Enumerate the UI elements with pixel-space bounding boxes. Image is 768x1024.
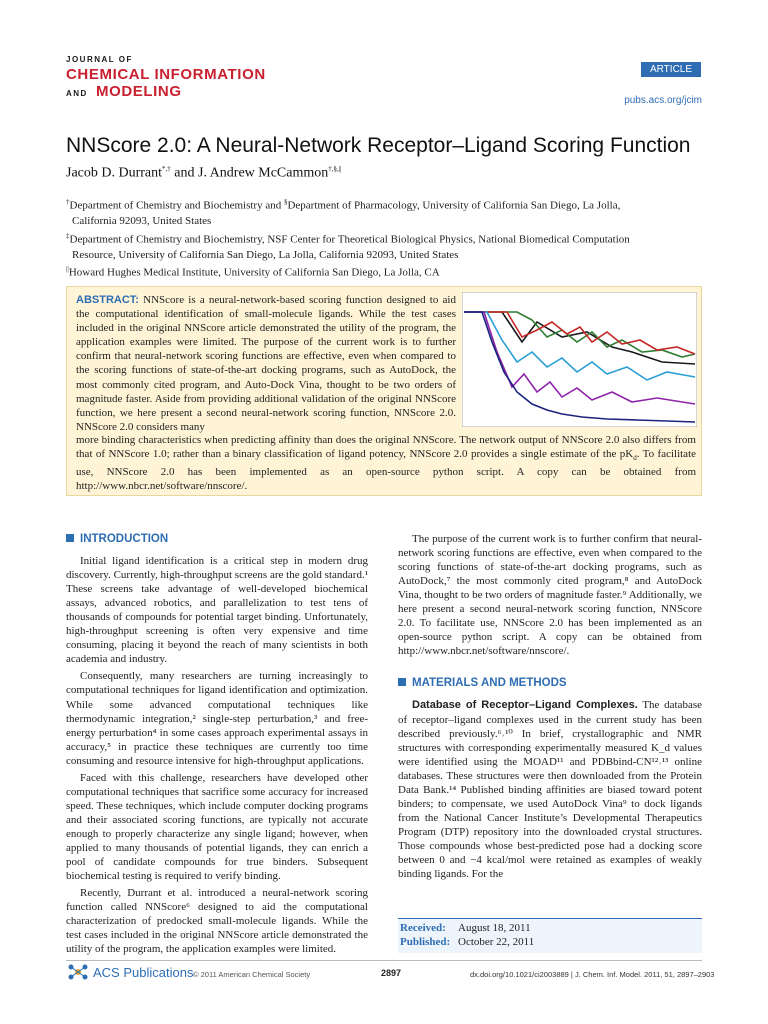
section-heading-text: MATERIALS AND METHODS bbox=[412, 677, 567, 690]
abstract-text bbox=[76, 293, 456, 434]
intro-paragraph: Initial ligand identification is a critical step in modern drug discovery. Currently, high-throughput screens are the gold standard.¹ These screens take advantage of well-developed biochemical assays, advanced robotics, and parallelization to test tens of thousands of compounds for potential target binding. Unfortunately, high-throughput screening is often very expensive and time consuming, placing it beyond the reach of many scientists in both academia and industry. bbox=[66, 555, 368, 666]
affiliation bbox=[66, 195, 706, 229]
intro-paragraph: Recently, Durrant et al. introduced a neural-network scoring function called NNScore⁶ designed to aid the computational characterization of predocked small-molecule ligands. While the test cases included in the original NNScore article demonstrated the utility of the program, the application examples were limited. bbox=[66, 887, 368, 956]
abstract-body: more binding characteristics when predicting affinity than does the original NNScore. The network output of NNScore 2.0 also differs from that of NNScore 1.0; rather than a binary classification of ligand potency, NNScore 2.0 provides a single estimate of the pK bbox=[76, 434, 696, 461]
copyright-text: © 2011 American Chemical Society bbox=[193, 970, 311, 979]
received-date: August 18, 2011 bbox=[458, 922, 531, 934]
methods-paragraph bbox=[398, 698, 702, 881]
intro-paragraph: Consequently, many researchers are turning increasingly to computational techniques for ligand identification and optimization. While some advanced computational techniques like thermodynamic integration,² single-step perturbation,³ and free-energy perturbation⁴ in some cases approach experimental assays in accuracy,⁵ in practice these techniques are currently too time consuming and resource intensive for high-throughput applications. bbox=[66, 670, 368, 767]
author-name: and J. Andrew McCammon bbox=[170, 165, 329, 181]
journal-name-and: AND bbox=[66, 89, 88, 98]
footer-divider bbox=[66, 960, 702, 961]
affiliation bbox=[66, 229, 706, 263]
section-bullet-icon bbox=[66, 534, 74, 542]
intro-paragraph: The purpose of the current work is to further confirm that neural-network scoring functions are effective, even when compared to the scoring functions of state-of-the-art docking programs, such as AutoDock,⁷ the most commonly cited program,⁸ and AutoDock Vina, thought to be two orders of magnitude faster.⁹ Additionally, we here present a second neural-network scoring function, NNScore 2.0. To facilitate use, NNScore 2.0 has been implemented as an open-source python script. A copy can be obtained from http://www.nbcr.net/software/nnscore/. bbox=[398, 533, 702, 658]
right-column bbox=[398, 532, 702, 881]
paper-title: NNScore 2.0: A Neural-Network Receptor–Ligand Scoring Function bbox=[66, 134, 691, 157]
author-list bbox=[66, 165, 342, 182]
journal-name-small: JOURNAL OF bbox=[66, 55, 133, 64]
abstract-body: NNScore is a neural-network-based scoring function designed to aid the computational identification of small-molecule ligands. While the test cases included in the original NNScore article demonstrated the utility of the program, the application examples were limited. The purpose of the current work is to further confirm that neural-network scoring functions are effective, even when compared to the scoring functions of state-of-the-art docking programs, such as AutoDock, the most commonly cited program, and Auto-Dock Vina, thought to be two orders of magnitude faster. Aside from providing additional validation of the original NNScore function, we here present a second neural-network scoring function, NNScore 2.0. NNScore 2.0 considers many bbox=[76, 294, 456, 433]
affiliation-text: California 92093, United States bbox=[72, 214, 212, 227]
subsection-heading: Database of Receptor–Ligand Complexes. bbox=[412, 699, 638, 712]
published-row bbox=[398, 934, 702, 948]
page-number: 2897 bbox=[381, 968, 402, 978]
affiliation-mark: † bbox=[66, 198, 70, 206]
acs-logo-icon bbox=[66, 962, 90, 982]
author-affiliation-marks: †,§,|| bbox=[328, 165, 342, 173]
journal-name-line1: CHEMICAL INFORMATION bbox=[66, 66, 266, 83]
abstract-text-continued bbox=[76, 433, 696, 494]
section-bullet-icon bbox=[398, 678, 406, 686]
affiliation-text: Department of Chemistry and Biochemistry and bbox=[69, 199, 284, 212]
affiliation-text: Resource, University of California San Diego, La Jolla, California 92093, United States bbox=[72, 248, 459, 261]
methods-text: The database of receptor–ligand complexes used in the current study has been described previously.⁶˒¹⁰ In brief, crystallographic and NMR structures with corresponding experimentally measured K_d values were identified using the MOAD¹¹ and PDBbind-CN¹²˒¹³ online databases. These structures were then downloaded from the Protein Data Bank.¹⁴ Published binding affinities are biased toward potent binders; to compensate, we used AutoDock Vina⁹ to dock ligands from the National Cancer Institute’s Developmental Therapeutics Program (DTP) repository into the downloaded crystal structures. Those compounds whose best-predicted pose had a docking score between 0 and −4 kcal/mol were retained as examples of weakly binding ligands. For the bbox=[398, 699, 702, 881]
left-column bbox=[66, 533, 368, 956]
journal-url-link[interactable]: pubs.acs.org/jcim bbox=[624, 95, 702, 106]
author-name: Jacob D. Durrant bbox=[66, 165, 163, 181]
affiliation-text: Department of Chemistry and Biochemistry, NSF Center for Theoretical Biological Physics, National Biomedical Computation bbox=[69, 233, 630, 246]
published-date: October 22, 2011 bbox=[458, 936, 535, 948]
journal-name-line2: MODELING bbox=[96, 83, 182, 100]
section-heading-methods bbox=[398, 676, 702, 690]
affiliation-text: Howard Hughes Medical Institute, University of California San Diego, La Jolla, CA bbox=[68, 266, 440, 279]
affiliation bbox=[66, 262, 706, 281]
affiliation-mark: ‡ bbox=[66, 232, 70, 240]
publisher-name: ACS Publications bbox=[93, 965, 194, 980]
intro-paragraph: Faced with this challenge, researchers have developed other computational techniques that sacrifice some accuracy for increased speed. These techniques, which include computer docking programs and their associated scoring functions, are typically not accurate enough to properly characterize any single ligand; however, when applied to many thousands of potential ligands, they can enrich a pool of candidate compounds for true binders. Subsequent biochemical testing is required to verify binding. bbox=[66, 771, 368, 883]
received-label: Received: bbox=[400, 922, 446, 934]
abstract-label: ABSTRACT: bbox=[76, 294, 139, 306]
article-type-badge: ARTICLE bbox=[641, 62, 701, 77]
doi-citation-link[interactable]: dx.doi.org/10.1021/ci2003889 | J. Chem. Inf. Model. 2011, 51, 2897–2903 bbox=[470, 970, 715, 979]
published-label: Published: bbox=[400, 936, 451, 948]
section-heading-introduction bbox=[66, 532, 368, 546]
author-affiliation-marks: *,† bbox=[162, 165, 171, 173]
abstract-graphic bbox=[462, 292, 697, 427]
abstract-subscript: d bbox=[633, 454, 637, 463]
received-row bbox=[398, 919, 702, 934]
abstract-body: . To facilitate use, NNScore 2.0 has been implemented as an open-source python script. A copy can be obtained from http://www.nbcr.net/software/nnscore/. bbox=[76, 448, 697, 493]
affiliation-mark: § bbox=[283, 198, 288, 206]
section-heading-text: INTRODUCTION bbox=[80, 533, 169, 545]
affiliation-mark: || bbox=[66, 265, 69, 273]
received-published-box bbox=[398, 918, 702, 953]
affiliation-text: Department of Pharmacology, University of California San Diego, La Jolla, bbox=[287, 199, 621, 212]
